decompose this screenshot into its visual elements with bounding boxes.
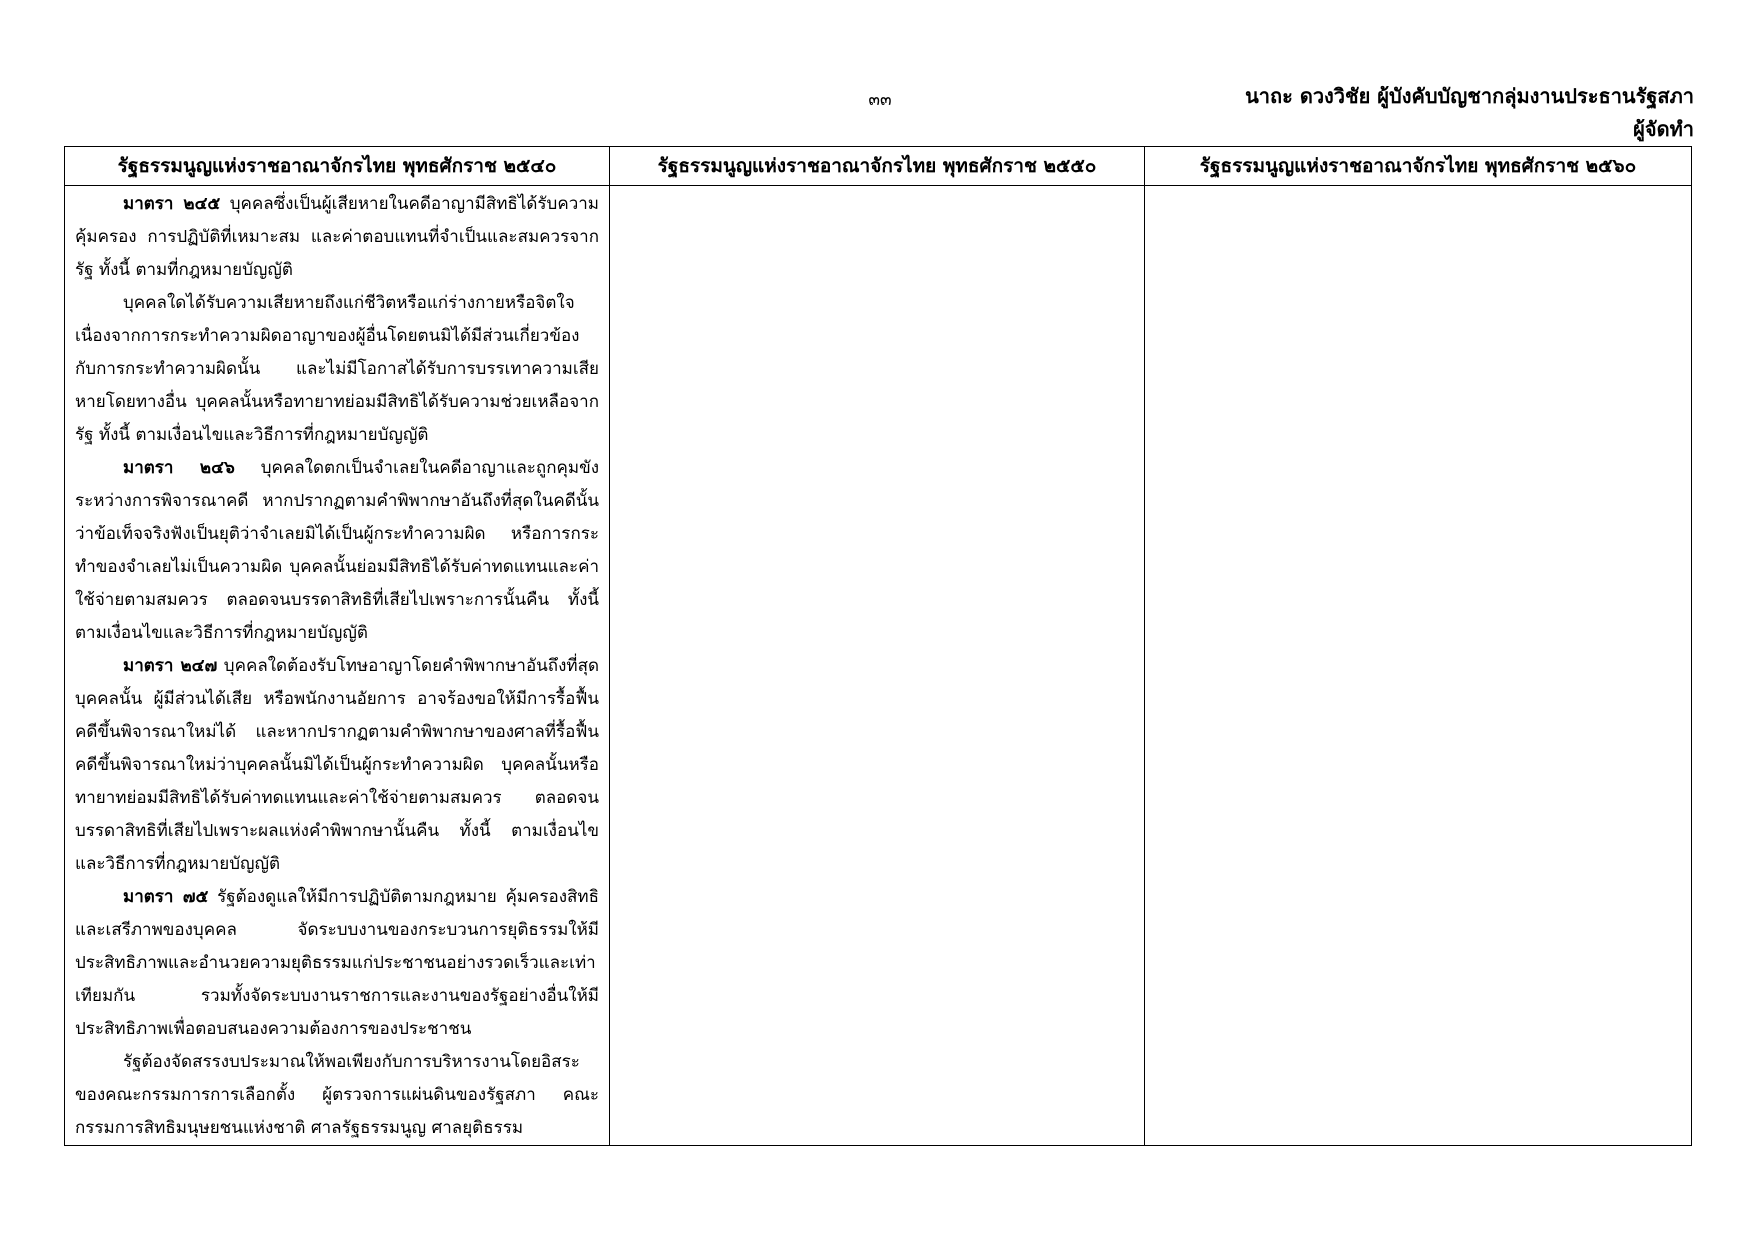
paragraph-text: รัฐต้องจัดสรรงบประมาณให้พอเพียงกับการบริหารงานโดยอิสระของคณะกรรมการการเลือกตั้ง ผู้ตรวจการแผ่นดินของรัฐสภา คณะกรรมการสิทธิมนุษยชนแห่งชาติ ศาลรัฐธรรมนูญ ศาลยุติธรรม — [75, 1052, 599, 1138]
paragraph-text: บุคคลใดได้รับความเสียหายถึงแก่ชีวิตหรือแก่ร่างกายหรือจิตใจ เนื่องจากการกระทำความผิดอาญาของผู้อื่นโดยตนมิได้มีส่วนเกี่ยวข้องกับการกระทำความผิดนั้น และไม่มีโอกาสได้รับการบรรเทาความเสียหายโดยทางอื่น บุคคลนั้นหรือทายาทย่อมมีสิทธิได้รับความช่วยเหลือจากรัฐ ทั้งนี้ ตามเงื่อนไขและวิธีการที่กฎหมายบัญญัติ — [75, 293, 599, 445]
paragraph-text: บุคคลซึ่งเป็นผู้เสียหายในคดีอาญามีสิทธิได้รับความคุ้มครอง การปฏิบัติที่เหมาะสม และค่าตอบแทนที่จำเป็นและสมควรจากรัฐ ทั้งนี้ ตามที่กฎหมายบัญญัติ — [75, 194, 599, 280]
column-header-2560: รัฐธรรมนูญแห่งราชอาณาจักรไทย พุทธศักราช ๒๕๖๐ — [1145, 147, 1692, 186]
paragraph-section-75-2 — [75, 1046, 599, 1145]
paragraph-section-75 — [75, 881, 599, 1046]
section-label: มาตรา ๒๔๕ — [123, 194, 221, 214]
author-role: ผู้จัดทำ — [1633, 117, 1694, 141]
author-block — [1245, 80, 1694, 146]
cell-2540-content — [65, 186, 610, 1146]
paragraph-section-247 — [75, 650, 599, 881]
cell-2560-content — [1145, 186, 1692, 1146]
column-header-2540: รัฐธรรมนูญแห่งราชอาณาจักรไทย พุทธศักราช ๒๕๔๐ — [65, 147, 610, 186]
table-row — [65, 186, 1692, 1146]
section-label: มาตรา ๒๔๗ — [123, 656, 218, 676]
table-header-row — [65, 147, 1692, 186]
paragraph-section-246 — [75, 452, 599, 650]
comparison-table — [64, 146, 1692, 1146]
paragraph-text: บุคคลใดต้องรับโทษอาญาโดยคำพิพากษาอันถึงที่สุด บุคคลนั้น ผู้มีส่วนได้เสีย หรือพนักงานอัยการ อาจร้องขอให้มีการรื้อฟื้นคดีขึ้นพิจารณาใหม่ได้ และหากปรากฏตามคำพิพากษาของศาลที่รื้อฟื้นคดีขึ้นพิจารณาใหม่ว่าบุคคลนั้นมิได้เป็นผู้กระทำความผิด บุคคลนั้นหรือทายาทย่อมมีสิทธิได้รับค่าทดแทนและค่าใช้จ่ายตามสมควร ตลอดจนบรรดาสิทธิที่เสียไปเพราะผลแห่งคำพิพากษานั้นคืน ทั้งนี้ ตามเงื่อนไขและวิธีการที่กฎหมายบัญญัติ — [75, 656, 599, 874]
section-label: มาตรา ๒๔๖ — [123, 458, 235, 478]
paragraph-section-245 — [75, 188, 599, 287]
paragraph-section-245-2 — [75, 287, 599, 452]
column-header-2550: รัฐธรรมนูญแห่งราชอาณาจักรไทย พุทธศักราช ๒๕๕๐ — [610, 147, 1145, 186]
section-label: มาตรา ๗๕ — [123, 887, 209, 907]
paragraph-text: รัฐต้องดูแลให้มีการปฏิบัติตามกฎหมาย คุ้มครองสิทธิและเสรีภาพของบุคคล จัดระบบงานของกระบวนการยุติธรรมให้มีประสิทธิภาพและอำนวยความยุติธรรมแก่ประชาชนอย่างรวดเร็วและเท่าเทียมกัน รวมทั้งจัดระบบงานราชการและงานของรัฐอย่างอื่นให้มีประสิทธิภาพเพื่อตอบสนองความต้องการของประชาชน — [75, 887, 599, 1039]
author-line: นาถะ ดวงวิชัย ผู้บังคับบัญชากลุ่มงานประธานรัฐสภา — [1245, 84, 1694, 108]
page-number: ๓๓ — [868, 90, 892, 110]
cell-2550-content — [610, 186, 1145, 1146]
paragraph-text: บุคคลใดตกเป็นจำเลยในคดีอาญาและถูกคุมขังระหว่างการพิจารณาคดี หากปรากฏตามคำพิพากษาอันถึงที่สุดในคดีนั้นว่าข้อเท็จจริงฟังเป็นยุติว่าจำเลยมิได้เป็นผู้กระทำความผิด หรือการกระทำของจำเลยไม่เป็นความผิด บุคคลนั้นย่อมมีสิทธิได้รับค่าทดแทนและค่าใช้จ่ายตามสมควร ตลอดจนบรรดาสิทธิที่เสียไปเพราะการนั้นคืน ทั้งนี้ ตามเงื่อนไขและวิธีการที่กฎหมายบัญญัติ — [75, 458, 599, 643]
